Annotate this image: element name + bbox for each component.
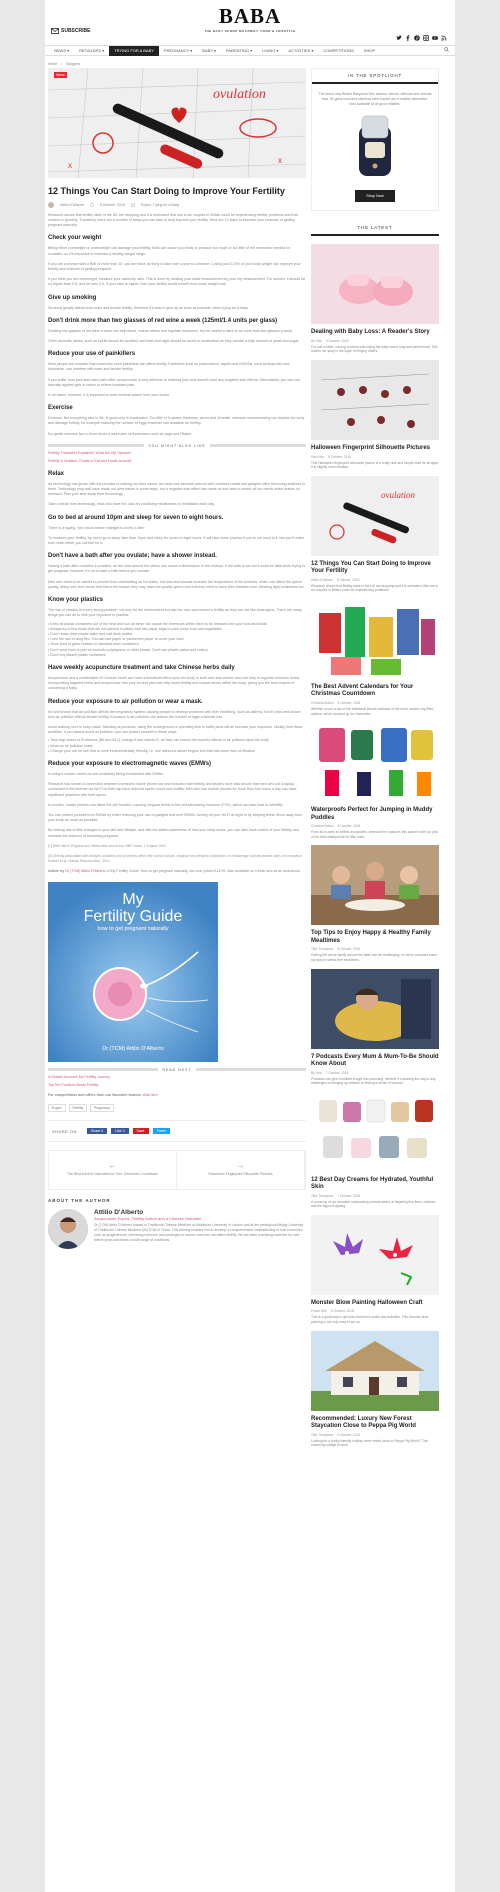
about-author-name[interactable]: Attilio D'Alberto	[94, 1209, 144, 1217]
card-title[interactable]: Dealing with Baby Loss: A Reader's Story	[311, 329, 430, 336]
breadcrumb	[48, 62, 80, 66]
post-navigation	[48, 1150, 306, 1190]
card-image	[311, 722, 439, 802]
card-image	[311, 1092, 439, 1172]
twitter-icon[interactable]	[396, 28, 402, 34]
nav-retailers[interactable]: RETAILERS ▾	[79, 47, 105, 53]
breadcrumb-current[interactable]: Bloggers	[66, 62, 81, 66]
read-next-divider	[48, 1068, 306, 1072]
paragraph: Men also need to be careful to prevent from overheating as hot baths, hot tubs and saunas increase the temperature of the testicles, which can affect the sperm quality. Many men don't know that this is the reason they may have low-quality sperm and that they need to keep their testicles cool. Wearing tight underwear too.	[48, 579, 305, 589]
paragraph: In today's modern world we are constantly being bombarded with EMWs.	[48, 771, 164, 776]
card-author: Tillie Thompson	[311, 947, 334, 952]
section-heading: Go to bed at around 10pm and sleep for seven to eight hours.	[48, 514, 224, 521]
book-subtitle: how to get pregnant naturally	[97, 925, 169, 932]
byline-text: of My Fertility Guide: How to get pregnant naturally, out now, priced £14.99. Also available on Kindle and as an audiobook.	[106, 868, 301, 873]
nav-baby[interactable]: BABY ▾	[202, 47, 217, 53]
article-intro: Research shows that fertility rates in the UK are dropping and it is estimated that one in six couples in Britain could be experiencing fertility problems and their number is growing. Thankfully, there are a number of steps you can take to help improve your fertility. Here are 12 ways to increase your chances of getting pregnant naturally:	[48, 212, 299, 228]
page	[45, 0, 455, 1892]
book-author: Dr (TCM) Attilio D'Alberto	[102, 1045, 164, 1052]
article-date: 8 October, 2018	[99, 202, 125, 207]
svg-text:ovulation: ovulation	[213, 87, 266, 102]
byline-author-link[interactable]: Dr (TCM) Attilio D'Alberto	[65, 868, 106, 873]
facebook-icon[interactable]	[405, 28, 411, 34]
nav-parenting[interactable]: PARENTING ▾	[226, 47, 253, 53]
list-item: • Always try to buy foods that are not packed in plastic and use paper bags to pack loose food and vegetables	[48, 626, 223, 631]
article-author[interactable]: Attilio D'Alberto	[60, 202, 84, 207]
svg-text:x: x	[278, 156, 282, 165]
card-title[interactable]: Waterproofs Perfect for Jumping in Muddy Puddles	[311, 807, 433, 821]
card-title[interactable]: 12 Best Day Creams for Hydrated, Youthful Skin	[311, 1176, 434, 1191]
card-date: 8 October, 2018	[328, 454, 351, 459]
card-image	[311, 360, 439, 440]
card-title[interactable]: Halloween Fingerprint Silhouette Pictures	[311, 445, 431, 452]
paragraph: Take a break from technology, relax and have fun. Also try practising mindfulness or meditation each day.	[48, 502, 215, 507]
byline	[48, 869, 306, 874]
sidebar	[311, 68, 439, 1448]
card-excerpt: For one mother, coming to terms with losing her baby was a long and painful road. She shares her story in the hope of helping others.	[311, 344, 438, 354]
card-image	[311, 1331, 439, 1411]
card-excerpt: Research shows that fertility rates in the UK are dropping and it is estimated that one in six couples in Britain could be experiencing problems.	[311, 583, 439, 593]
card-date: 8 October, 2018	[337, 824, 361, 829]
latest-section	[311, 221, 439, 1447]
paragraph: To enhance your fertility, try not to go to sleep later than 10pm and sleep for seven to eight hours. It will take some practice if you're not used to it, but you'll notice how much better you will feel for it.	[48, 535, 305, 546]
tag-list	[48, 1104, 306, 1112]
nav-activities[interactable]: ACTIVITIES ▾	[288, 47, 314, 53]
read-next-heading: READ NEXT	[162, 1067, 192, 1072]
nav-living[interactable]: LIVING ▾	[262, 47, 279, 53]
promo-text: For competitions and offers from our favourite brands,	[48, 1092, 142, 1097]
you-might-also-like-heading: YOU MIGHT ALSO LIKE	[148, 443, 206, 448]
card-author: By Yala	[311, 338, 322, 343]
paragraph: Exercise, like everything else in life, is good only in moderation. Too little of it causes tiredness, stress and ill health, whereas overexercising can deplete the body and damage fertility, for example reducing the number of eggs a woman has available for fertility.	[48, 416, 305, 426]
card-image	[311, 599, 439, 679]
card-title[interactable]: 12 Things You Can Start Doing to Improve Your Fertility	[311, 560, 431, 575]
nav-trying-for-a-baby[interactable]: TRYING FOR A BABY	[109, 46, 159, 56]
paragraph: In all cases, however, it is important to seek medical advice from your doctor.	[48, 393, 171, 398]
shop-now-button[interactable]: Shop Now	[355, 190, 395, 202]
instagram-icon[interactable]	[423, 28, 429, 34]
paragraph: Acupuncture and a combination of Chinese herbs can have a beneficial effect upon the body in both men and women and can help to regulate hormone levels. Incorporating targeted herbs and acupuncture into your current plan can help boost fertility and reduce stress within the body, giving you the best chance of conceiving a baby.	[48, 675, 301, 691]
paragraph: Avoid walking next to busy roads. Standing at junctions, using the underground or spending time in traffic jams will all increase your exposure. Ideally, limit these activities. If you cannot avoid air pollution, you can protect yourself in these ways:	[48, 724, 303, 735]
section-heading: Give up smoking	[48, 294, 97, 301]
spotlight-box	[311, 68, 439, 211]
paragraph: It's well known that air pollution affects the respiratory system causing people to develop problems with their breathing, such as asthma, but it's less well known how air pollution affects female fertility. Exposure to air pollution can reduce the number of eggs a woman has.	[48, 709, 301, 719]
article-hero-image	[48, 68, 306, 178]
previous-post-link[interactable]	[49, 1151, 177, 1189]
card-author: Christina Bolton	[311, 824, 334, 829]
latest-card[interactable]	[311, 476, 439, 593]
list-item: • Don't reuse clear plastic water and soft drink bottles	[48, 631, 133, 636]
section-heading: Have weekly acupuncture treatment and take Chinese herbs daily	[48, 664, 235, 671]
air-pollution-list	[48, 738, 306, 754]
latest-card[interactable]	[311, 722, 439, 839]
facebook-like-button[interactable]: Like 0	[111, 1128, 128, 1134]
card-title[interactable]: The Best Advent Calendars for Your Christmas Countdown	[311, 683, 414, 698]
card-date: 7 October, 2018	[325, 1070, 349, 1075]
nav-pregnancy[interactable]: PREGNANCY ▾	[163, 47, 193, 53]
related-link[interactable]: Fertility Treatment Explained: What Are My Options?	[48, 450, 132, 455]
nav-shop[interactable]: SHOP	[363, 47, 376, 53]
about-author-role: Acupuncture Expert, Fertility Author and a Chinese Herbalist	[94, 1216, 201, 1222]
author-avatar	[48, 202, 54, 208]
paragraph: In women, mobile phones can affect the cell function, causing irregular levels of the cell-stimulating hormone (FSH), which can also lead to infertility.	[48, 802, 283, 807]
paragraph: Other alcoholic drinks, such as spirits should be avoided, and beer and lager should be drunk in moderation as they contain a high amount of yeast and sugar.	[48, 339, 300, 344]
breadcrumb-separator: /	[61, 62, 63, 66]
card-excerpt: Podcasts can give a brilliant insight into parenting, whether it's tackling the day-to-day challenges of bringing up children or finding a sense of humour.	[311, 1076, 436, 1086]
footnote: [2] Obesity associated with delayed ovulation and problems within the human oocyte, ranging from delayed conception, to miscarriage and decreased rates of conception. Robker et al. Human Reproduction, 2014.	[48, 853, 303, 863]
book-cover-image	[48, 882, 218, 1062]
list-item: • Don't wear food or put hot food into polystyrene or other plastic. Don't use plastic plates and cutlery	[48, 647, 208, 652]
card-excerpt: A round-up of our favourite moisturising creams aimed at targeting fine lines, wrinkles and the signs of ageing.	[311, 1199, 436, 1209]
book-title-line2: Fertility Guide	[83, 907, 183, 925]
paragraph: Drinking two glasses of red wine a week can help blood, reduce stress and regulate hormones, but be careful to stick to no more than two glasses a week.	[48, 328, 294, 333]
card-excerpt: Looking for a family-friendly holiday home break close to Peppa Pig World? This charming cottage is ideal.	[311, 1438, 428, 1448]
list-item: • Keep all plastic containers out of the heat and sun as these can cause the chemicals within them to be released into your food and fluids	[48, 621, 267, 626]
list-item: • Wear an air pollution mask	[48, 743, 93, 748]
svg-text:x: x	[68, 161, 72, 170]
section-heading: Reduce your exposure to air pollution or wear a mask.	[48, 698, 203, 705]
card-image	[311, 244, 439, 324]
latest-card[interactable]	[311, 1215, 439, 1325]
list-item: • Change your car for one that is more environmentally friendly, i.e. one without a diesel engine and that has some form of filtration	[48, 748, 255, 753]
card-image	[311, 845, 439, 925]
you-might-also-like-divider	[48, 444, 306, 448]
list-item: • Store food in glass vessels or stainless-steel containers	[48, 642, 139, 647]
paragraph: Smoking greatly affects both male and female fertility, therefore it's best to give up as soon as possible, when trying for a baby.	[48, 305, 249, 310]
card-image	[311, 969, 439, 1049]
card-image	[311, 1215, 439, 1295]
latest-card[interactable]	[311, 1331, 439, 1448]
rss-icon[interactable]	[441, 28, 447, 34]
latest-heading: THE LATEST	[311, 221, 439, 236]
card-title[interactable]: Recommended: Luxury New Forest Staycation Close to Peppa Pig World	[311, 1415, 416, 1430]
section-heading: Reduce your exposure to electromagnetic waves (EMWs)	[48, 760, 212, 767]
news-badge[interactable]: News	[56, 73, 65, 77]
pinterest-icon[interactable]	[414, 28, 420, 34]
card-date: 7 October, 2018	[337, 1193, 361, 1198]
folder-icon	[131, 203, 135, 207]
card-excerpt: This is a great way to get kids involved in crafts and activities. This monster blow painting is not only easy to set up.	[311, 1315, 429, 1324]
article-title: 12 Things You Can Start Doing to Improve Your Fertility	[48, 186, 285, 196]
card-author: Christina Bolton	[311, 700, 334, 705]
author-box	[48, 1209, 306, 1249]
tag-expert[interactable]: Expert	[48, 1104, 66, 1112]
tag-fertility[interactable]: Fertility	[69, 1104, 88, 1112]
paragraph: If you suffer from pain and need pain relief, acupuncture is very effective at relieving pain and doesn't have any negative side effects. Alternatively, you can use topically applied gels or balms to relieve localised pain.	[48, 377, 301, 387]
paragraph: Most people are unaware that commonly used painkillers can affect fertility. Painkillers such as paracetamol, aspirin and NSAIDs, such as ibuprofen and diclofenac, can interfere with male and female fertility.	[48, 362, 290, 372]
site-tagline: THE DAILY SCOOP ON FAMILY, FOOD & LIFESTYLE	[204, 29, 296, 33]
latest-card[interactable]	[311, 969, 439, 1086]
latest-card[interactable]	[311, 360, 439, 470]
card-author: Frazer Niro	[311, 1309, 327, 1314]
nav-competitions[interactable]: COMPETITIONS	[323, 47, 354, 53]
site-header	[45, 0, 455, 44]
subscribe-label: SUBSCRIBE	[61, 28, 91, 34]
arrow-left-icon: ←	[108, 1161, 117, 1171]
site-logo[interactable]: BABA	[218, 4, 282, 28]
card-excerpt: From all-in-ones to wellies and jackets, embrace the outdoors this autumn with our pick of the best waterproofs for little ones.	[311, 830, 438, 839]
article	[48, 68, 306, 1249]
share-bar	[48, 1120, 306, 1142]
share-label: SHARE ON	[52, 1128, 77, 1134]
card-image	[311, 476, 439, 556]
related-link[interactable]: Fertility & Nutrition: Foods to Eat and Foods to Avoid	[48, 458, 132, 463]
card-date: 6 October, 2018	[330, 1309, 354, 1314]
list-item: • Don't buy bleach plastic containers	[48, 652, 106, 657]
paragraph: If you are a woman with a BMI of more than 30, you are twice as likely to take over a year to conceive. Losing just 5-10% of your body weight can improve your fertility and chances of getting pregnant.	[48, 261, 301, 272]
card-date: 8 October, 2018	[337, 700, 361, 705]
latest-card[interactable]	[311, 244, 439, 354]
latest-card[interactable]	[311, 845, 439, 962]
section-heading: Know your plastics	[48, 597, 104, 604]
list-item: • Limit the use of cling film. You can use paper or parchment paper to cover your food	[48, 637, 184, 642]
section-heading: Don't drink more than two glasses of red wine a week (125ml/1.4 units per glass)	[48, 317, 278, 324]
section-heading: Reduce your use of painkillers	[48, 351, 136, 358]
paragraph: The use of plastics is a very strong problem, not only for the environment but also for men and women's fertility as they can act like oestrogens. There are many things you can do to limit your exposure to plastics:	[48, 608, 302, 618]
breadcrumb-home[interactable]: Home	[48, 62, 58, 66]
paragraph: Being either overweight or underweight can damage your fertility. Both can cause your body to produce too much or too little of the hormones needed for ovulation, so it's important to maintain a healthy weight range.	[48, 246, 291, 256]
card-date: 8 October, 2018	[336, 577, 360, 582]
section-heading: Exercise	[48, 405, 73, 412]
paragraph: There is a saying, 'two hours before midnight is worth 4 after'.	[48, 525, 146, 530]
about-author-heading: ABOUT THE AUTHOR	[48, 1198, 111, 1204]
author-photo	[48, 1209, 88, 1249]
paragraph: You can protect yourself from EMWs by either reducing your use of gadgets that emit EMWs, turning off your Wi-Fi at night or by keeping these items away from your body as much as possible.	[48, 812, 303, 823]
card-excerpt: This Halloween fingerprint silhouette picture is a really nice and simple craft for all ages. It is slightly more creative.	[311, 460, 439, 470]
babycook-product-image	[345, 112, 405, 182]
card-author: Attilio D'Alberto	[311, 577, 333, 582]
about-author-bio: Dr (TCM) Attilio D'Alberto trained in Traditional Chinese Medicine at Middlesex University in London and at the prestigious Beijing University of Traditional Chinese Medicine (BUTCM) in China. This training enabled him to develop a comprehensive understanding of how hormones such as progesterone, luteinising hormone and oestrogen in women and men can affect fertility. He has been practising medicine for over twelve years and treats a wide range of conditions.	[94, 1223, 304, 1242]
svg-text:ovulation: ovulation	[381, 489, 415, 500]
promo-line	[48, 1093, 306, 1098]
pinterest-save-button[interactable]: Save	[133, 1128, 149, 1134]
youtube-icon[interactable]	[432, 28, 438, 34]
read-next-link[interactable]: Top Ten Foods to Boost Fertility	[48, 1082, 99, 1087]
card-date: 5 October, 2018	[337, 1432, 361, 1437]
footnote: [1] Birth rate in England and Wales falls record low, BBC News, 1 August 2018	[48, 843, 166, 848]
promo-link[interactable]: click here	[142, 1092, 158, 1097]
spotlight-heading: IN THE SPOTLIGHT	[312, 69, 438, 84]
previous-post-title: The Best Advent Calendars for Your Christmas Countdown	[66, 1172, 159, 1177]
card-author: By Yala	[311, 1070, 322, 1075]
search-icon[interactable]	[439, 46, 455, 56]
card-author: Tillie Thompson	[311, 1193, 334, 1198]
article-category[interactable]: Expert, Trying for A Baby	[140, 202, 180, 207]
nav-news[interactable]: NEWS ▾	[54, 47, 70, 53]
next-post-link[interactable]	[177, 1151, 305, 1189]
tweet-button[interactable]: Tweet	[153, 1128, 170, 1134]
card-excerpt: Getting the whole family around the table can be challenging, so we've compiled some top tips for stress-free mealtimes.	[311, 953, 437, 962]
facebook-share-button[interactable]: Share 0	[87, 1128, 107, 1134]
list-item: • Take high doses of B vitamins (B6 and B12), omega-3 and vitamin E, as they can reduce the harmful effects of air pollution upon the body	[48, 738, 269, 743]
plastics-list	[48, 622, 306, 658]
article-meta	[48, 202, 306, 208]
book-title-line1: My	[122, 890, 144, 908]
card-author: Dani Niro	[311, 454, 325, 459]
paragraph: Having a bath after ovulation in practice, as the heat around the uterus can cause a disturbance to the embryo. If the bath is too hot it could be fatal when trying to get pregnant, however, it's ok to have a bath before you ovulate.	[48, 564, 306, 574]
paragraph: Research has shown a connection between increased mobile phone use and reduced male fertility and studies have also shown that men who put a laptop connected to the internet via Wi-Fi on their lap have reduced sperm count and motility. Men who use mobile phones for more than four hours a day can have significant problems with their sperm.	[48, 782, 297, 797]
next-post-title: Halloween Fingerprint Silhouette Pictures	[208, 1172, 273, 1177]
byline-prefix: Article by	[48, 868, 65, 873]
card-date: 8 October, 2018	[325, 338, 349, 343]
paragraph: If you think you are overweight, measure your waist-hip ratio. This is done by dividing your waist measurement by your hip measurement. For women, it should be no higher than 0.8, and for men 0.9. If your ratio is higher, then your fertility would benefit from some weight loss.	[48, 277, 306, 287]
paragraph: As technology has grown with the promise of making our lives easier, we have now become overrun with constant emails and gadgets often becoming addicted to them. Technology may well have made our lives easier in some ways, but a negative side effect has made us less able to switch off our minds which makes us stressed. Plan your time away from technology.	[48, 481, 306, 497]
section-heading: Check your weight	[48, 235, 102, 242]
card-date: 8 October, 2018	[337, 947, 361, 952]
card-excerpt: Whether you're a fan of the traditional picture calendar or the more modern toy-filled options, we've rounded up our favourites.	[311, 706, 434, 716]
card-title[interactable]: Monster Blow Painting Halloween Craft	[311, 1299, 423, 1306]
paragraph: Do gentle exercise two to three times a week plus self-exercises such as yoga and Pilates.	[48, 431, 193, 436]
section-heading: Relax	[48, 470, 65, 477]
tag-pregnancy[interactable]: Pregnancy	[90, 1104, 114, 1112]
card-author: Tillie Thompson	[311, 1432, 334, 1437]
clock-icon	[90, 203, 94, 207]
card-title[interactable]: Top Tips to Enjoy Happy & Healthy Family Mealtimes	[311, 930, 431, 944]
main-nav	[45, 45, 455, 56]
card-title[interactable]: 7 Podcasts Every Mum & Mum-To-Be Should Know About	[311, 1053, 439, 1068]
social-links	[396, 28, 447, 34]
arrow-right-icon: →	[236, 1161, 245, 1171]
spotlight-text: The brand new Beaba Babycook Neo steams, blends, defrosts and reheats food. Its glass bowl and stainless steel basket are a healthy alternative. Now available at all good retailers.	[318, 92, 432, 106]
read-next-link[interactable]: A Reader Account: My Fertility Journey	[48, 1074, 110, 1079]
latest-card[interactable]	[311, 599, 439, 716]
section-heading: Don't have a bath after you ovulate; have a shower instead.	[48, 553, 217, 560]
latest-card[interactable]	[311, 1092, 439, 1209]
paragraph: By making lots of little changes to your diet and lifestyle, and with the added awareness of how your body works, you can take back control of your fertility and increase the chances of becoming pregnant.	[48, 828, 299, 838]
